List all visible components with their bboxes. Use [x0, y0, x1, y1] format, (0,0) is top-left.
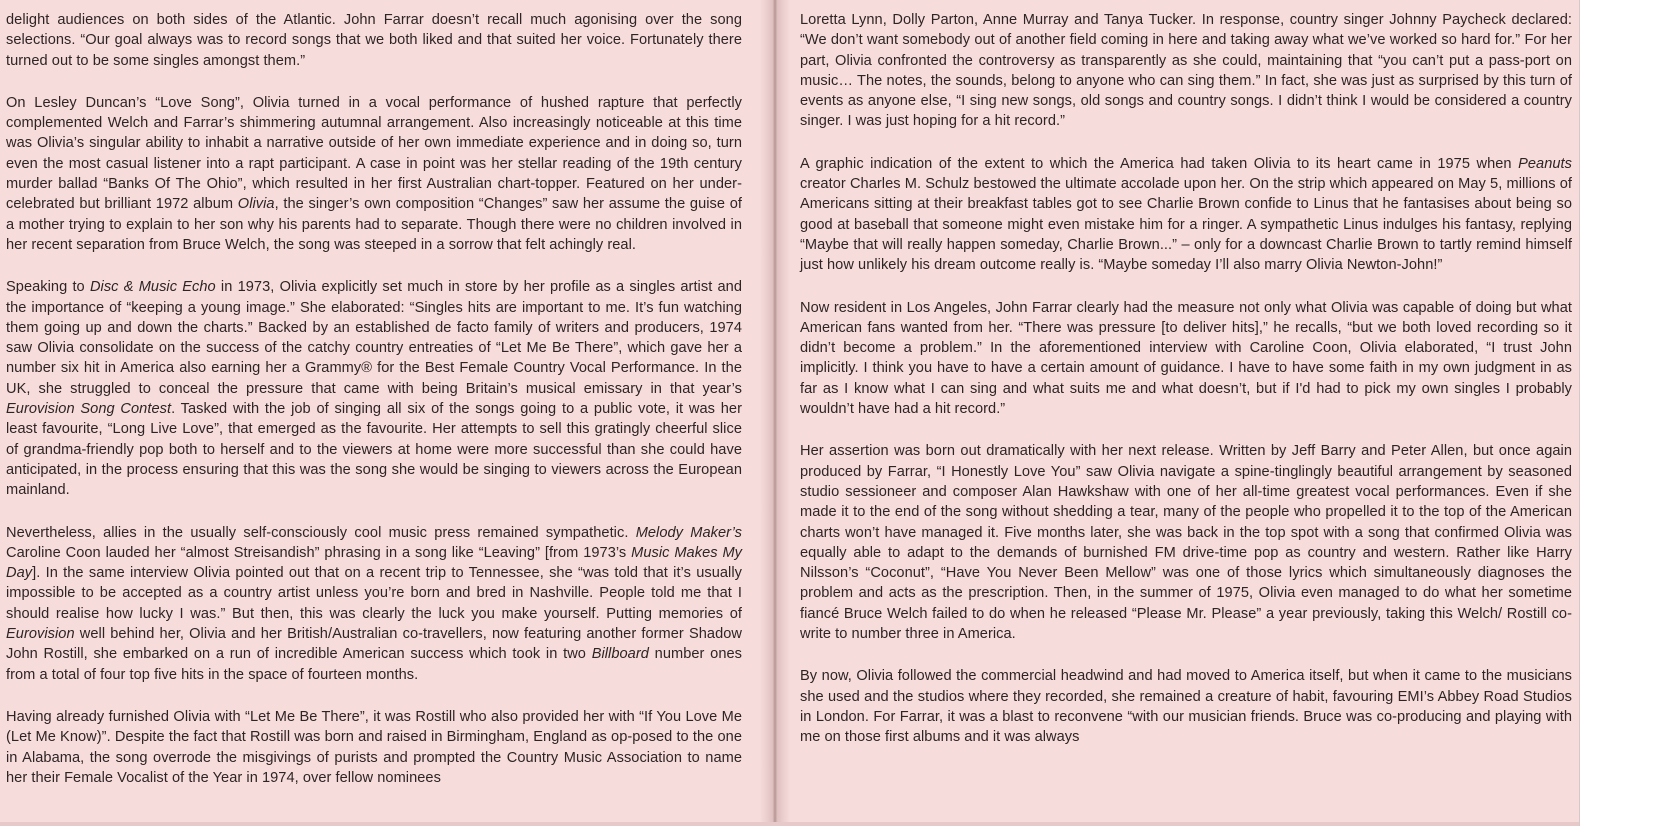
- paragraph: Speaking to Disc & Music Echo in 1973, Olivia explicitly set much in store by her profile as a singles artist and the importance of “keeping a young image.” She elaborated: “Singles hits are important to me. It’s fun watching them going up and down the charts.” Backed by an established de facto family of writers and producers, 1974 saw Olivia consolidate on the success of the catchy country entreaties of “Let Me Be There”, which gave her a number six hit in America also earning her a Grammy® for the Best Female Country Vocal Performance. In the UK, she struggled to conceal the pressure that came with being Britain’s musical emissary in that year’s Eurovision Song Contest. Tasked with the job of singing all six of the songs going to a public vote, it was her least favourite, “Long Live Love”, that emerged as the favourite. Her attempts to sell this gratingly cheerful slice of grandma-friendly pop both to herself and to the viewers at home were more successful than she could have anticipated, in the process ensuring that this was the song she would be singing to viewers across the European mainland.: [6, 279, 743, 499]
- left-page: [0, 0, 772, 826]
- paragraph: delight audiences on both sides of the Atlantic. John Farrar doesn’t recall much agonising over the song selections. “Our goal always was to record songs that we both liked and that suited her voice. Fortunately there turned out to be some singles amongst them.”: [6, 12, 742, 69]
- paragraph: Now resident in Los Angeles, John Farrar clearly had the measure not only what Olivia was capable of doing but what American fans wanted from her. “There was pressure [to deliver hits],” he recalls, “but we both loved recording so it didn’t become a problem.” In the aforementioned interview with Caroline Coon, Olivia elaborated, “I trust John implicitly. I think you have to have a certain amount of guidance. I have to have some faith in my own judgment in as far as I know what I can sing and what suits me and what doesn’t, but if I'd had to pick my own singles I probably wouldn’t have had a hit record.”: [800, 299, 1572, 418]
- paragraph: Her assertion was born out dramatically with her next release. Written by Jeff Barry and Peter Allen, but once again produced by Farrar, “I Honestly Love You” saw Olivia navigate a spine-tinglingly beautiful arrangement by seasoned studio sessioneer and composer Alan Hawkshaw with one of her all-time greatest vocal performances. Even if she made it to the end of the song without shedding a tear, many of the people who propelled it to the top of the American charts won’t have managed it. Five months later, she was back in the top spot with a song that confirmed Olivia was equally able to adapt to the demands of burnished FM drive-time pop as country and western. Rather like Harry Nilsson’s “Coconut”, “Have You Never Been Mellow” was one of those lyrics which simultaneously diagnoses the problem and acts as the prescription. Then, in the summer of 1975, Olivia even managed to do what her sometime fiancé Bruce Welch failed to do when he released “Please Mr. Please” a year previously, taking this Welch/ Rostill co-write to number three in America.: [800, 443, 1572, 643]
- paragraph: By now, Olivia followed the commercial headwind and had moved to America itself, but when it came to the musicians she used and the studios where they recorded, she remained a creature of habit, favouring EMI’s Abbey Road Studios in London. For Farrar, it was a blast to reconvene “with our musician friends. Bruce was co-producing and playing with me on those first albums and it was always: [800, 668, 1572, 746]
- paragraph: Nevertheless, allies in the usually self-consciously cool music press remained sympathetic. Melody Maker’s Caroline Coon lauded her “almost Streisandish” phrasing in a song like “Leaving” [from 1973’s Music Makes My Day]. In the same interview Olivia pointed out that on a recent trip to Tennessee, she “was told that it’s usually impossible to be accepted as a country artist unless you’re born and bred in Nashville. People told me that I should realise how lucky I was.” But then, this was clearly the luck you make yourself. Putting memories of Eurovision well behind her, Olivia and her British/Australian co-travellers, now featuring another former Shadow John Rostill, she embarked on a run of incredible American success which took in two Billboard number ones from a total of four top five hits in the space of fourteen months.: [6, 524, 743, 683]
- paragraph: Loretta Lynn, Dolly Parton, Anne Murray and Tanya Tucker. In response, country singer Johnny Paycheck declared: “We don’t want somebody out of another field coming in here and taking away what we’ve worked so hard for.” For her part, Olivia confronted the controversy as transparently as she could, maintaining that “you can’t put a pass-port on music… The notes, the sounds, belong to anyone who can sing them.” In fact, she was just as surprised by this turn of events as anyone else, “I sing new songs, old songs and country songs. I didn’t think I would be considered a country singer. I was just hoping for a hit record.”: [800, 12, 1572, 130]
- right-page: [784, 0, 1580, 826]
- paragraph: Having already furnished Olivia with “Let Me Be There”, it was Rostill who also provided her with “If You Love Me (Let Me Know)”. Despite the fact that Rostill was born and raised in Birmingham, England as op-posed to the one in Alabama, the song overrode the misgivings of purists and prompted the Country Music Association to name her their Female Vocalist of the Year in 1974, over fellow nominees: [6, 708, 742, 786]
- page-edge: [0, 822, 1579, 826]
- paragraph: A graphic indication of the extent to which the America had taken Olivia to its heart came in 1975 when Peanuts creator Charles M. Schulz bestowed the ultimate accolade upon her. On the strip which appeared on May 5, millions of Americans sitting at their breakfast tables got to see Charlie Brown confide to Linus that he fantasises about being so good at baseball that someone might even mistake him for a ringer. A sympathetic Linus indulges his fantasy, replying “Maybe that will really happen someday, Charlie Brown...” – only for a downcast Charlie Brown to tartly remind himself just how unlikely his dream outcome really is. “Maybe someday I’ll also marry Olivia Newton-John!”: [800, 155, 1572, 274]
- paragraph: On Lesley Duncan’s “Love Song”, Olivia turned in a vocal performance of hushed rapture that perfectly complemented Welch and Farrar’s shimmering autumnal arrangement. Also increasingly noticeable at this time was Olivia’s singular ability to inhabit a narrative outside of her own immediate experience and in doing so, turn even the most casual listener into a rapt participant. A case in point was her stellar reading of the 19th century murder ballad “Banks Of The Ohio”, which resulted in her first Australian chart-topper. Featured on her under-celebrated but brilliant 1972 album Olivia, the singer’s own composition “Changes” saw her assume the guise of a mother trying to explain to her son why his parents had to separate. Though there were no children involved in her recent separation from Bruce Welch, the song was steeped in a sorrow that felt achingly real.: [6, 94, 742, 253]
